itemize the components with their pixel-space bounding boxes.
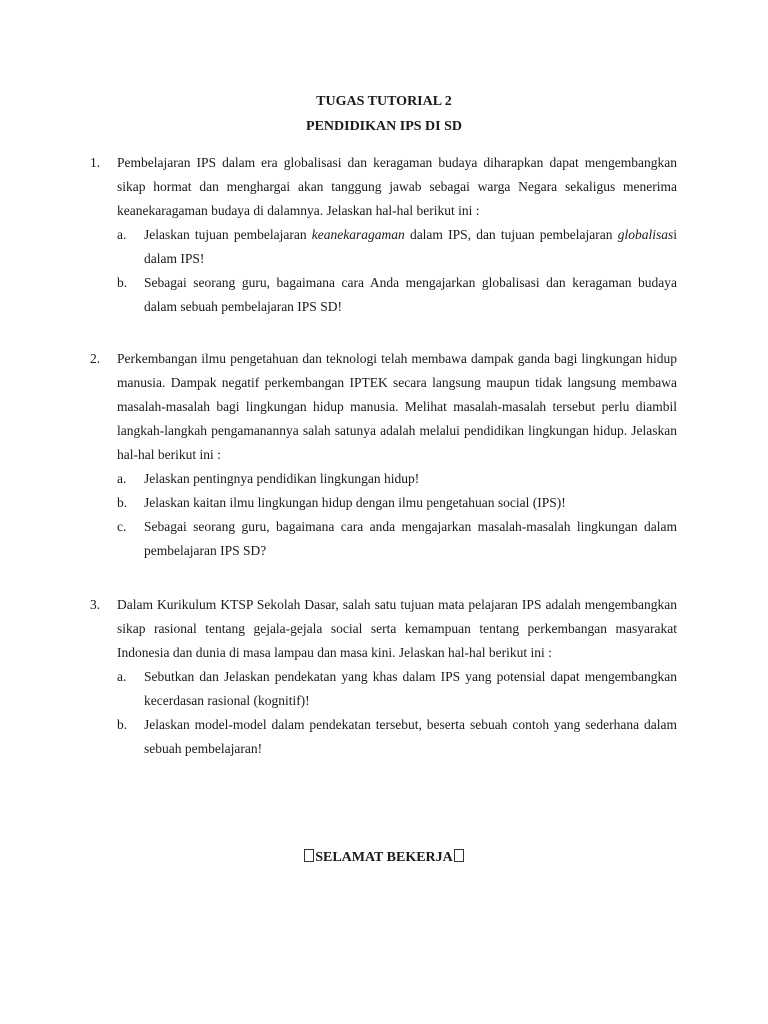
question-text: Perkembangan ilmu pengetahuan dan teknologi telah membawa dampak ganda bagi lingkungan hidup manusia. Dampak negatif perkembangan IPTEK secara langsung maupun tidak langsung membawa masalah-masalah bagi lingkungan hidup manusia. Melihat masalah-masalah tersebut perlu diambil langkah-langkah pengamanannya salah satunya adalah melalui pendidikan lingkungan hidup. Jelaskan hal-hal berikut ini : (117, 351, 677, 462)
italic-term: globalisas (617, 227, 674, 242)
document-subtitle: PENDIDIKAN IPS DI SD (306, 119, 462, 134)
sub-question-letter: a. (117, 227, 127, 242)
sub-question-2a (117, 467, 677, 491)
sub-question-3b (117, 713, 677, 761)
question-text: Pembelajaran IPS dalam era globalisasi dan keragaman budaya diharapkan dapat mengembangkan sikap hormat dan menghargai akan tanggung jawab sebagai warga Negara sekaligus menerima keanekaragaman budaya di dalamnya. Jelaskan hal-hal berikut ini : (117, 155, 677, 218)
sub-question-2b (117, 491, 677, 515)
sub-question-letter: b. (117, 495, 128, 510)
text-part: dalam IPS, dan tujuan pembelajaran (404, 227, 618, 242)
sub-question-text: Sebutkan dan Jelaskan pendekatan yang khas dalam IPS yang potensial dapat mengembangkan kecerdasan rasional (kognitif)! (144, 669, 677, 708)
document-title: TUGAS TUTORIAL 2 (316, 94, 452, 109)
sub-question-letter: b. (117, 717, 128, 732)
sub-question-1b (117, 271, 677, 319)
missing-glyph-icon (304, 849, 314, 862)
sub-question-1a (117, 223, 677, 271)
sub-question-text (144, 223, 677, 271)
sub-question-text: Jelaskan kaitan ilmu lingkungan hidup dengan ilmu pengetahuan social (IPS)! (144, 495, 566, 510)
sub-question-2c (117, 515, 677, 563)
sub-question-letter: b. (117, 275, 128, 290)
question-text: Dalam Kurikulum KTSP Sekolah Dasar, salah satu tujuan mata pelajaran IPS adalah mengembangkan sikap rasional tentang gejala-gejala social serta kemampuan tentang perkembangan masyarakat Indonesia dan dunia di masa lampau dan masa kini. Jelaskan hal-hal berikut ini : (117, 597, 677, 660)
text-part: Jelaskan tujuan pembelajaran (144, 227, 312, 242)
sub-question-text: Sebagai seorang guru, bagaimana cara Anda mengajarkan globalisasi dan keragaman budaya dalam sebuah pembelajaran IPS SD! (144, 275, 677, 314)
question-number: 1. (90, 155, 101, 170)
question-number: 3. (90, 597, 101, 612)
sub-question-text: Jelaskan pentingnya pendidikan lingkungan hidup! (144, 471, 420, 486)
sub-question-3a (117, 665, 677, 713)
closing-message (0, 848, 768, 868)
sub-question-text: Sebagai seorang guru, bagaimana cara anda mengajarkan masalah-masalah lingkungan dalam pembelajaran IPS SD? (144, 519, 677, 558)
sub-question-text: Jelaskan model-model dalam pendekatan tersebut, beserta sebuah contoh yang sederhana dalam sebuah pembelajaran! (144, 717, 677, 756)
closing-text: SELAMAT BEKERJA (315, 850, 453, 865)
text-part: i dalam IPS! (144, 227, 677, 266)
missing-glyph-icon (454, 849, 464, 862)
question-number: 2. (90, 351, 101, 366)
question-1 (90, 151, 677, 319)
sub-question-letter: c. (117, 519, 127, 534)
italic-term: keanekaragaman (311, 227, 405, 242)
question-3 (90, 593, 677, 761)
sub-question-letter: a. (117, 471, 127, 486)
sub-question-letter: a. (117, 669, 127, 684)
question-2 (90, 347, 677, 563)
